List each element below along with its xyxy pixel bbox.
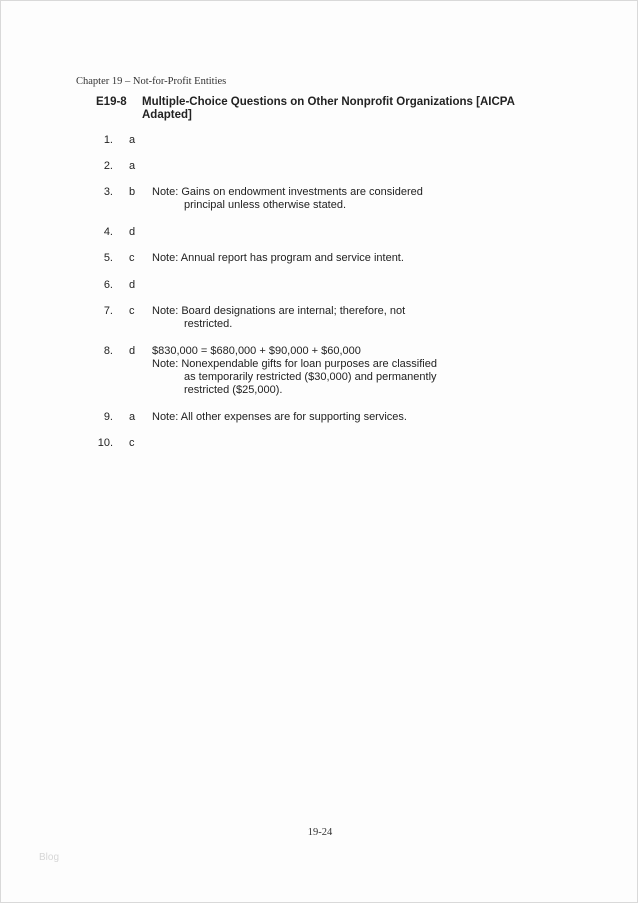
item-number: 3. [103,186,113,198]
note-line: $830,000 = $680,000 + $90,000 + $60,000 [152,345,361,357]
item-number: 10. [97,437,113,449]
note-line: restricted ($25,000). [184,384,283,396]
item-number: 8. [103,345,113,357]
note-line: Note: Nonexpendable gifts for loan purposes are classified [152,358,437,370]
note-line: as temporarily restricted ($30,000) and permanently [184,371,437,383]
item-answer: b [129,186,136,198]
item-answer: d [129,279,136,291]
item-answer: d [129,226,136,238]
item-answer: d [129,345,136,357]
note-line: principal unless otherwise stated. [184,199,347,211]
item-number: 1. [103,134,113,146]
exercise-title: Multiple-Choice Questions on Other Nonprofit Organizations [AICPA Adapted] [142,96,515,121]
item-number: 4. [103,226,113,238]
item-answer: a [129,134,136,146]
item-note [152,411,472,424]
item-answer: a [129,160,136,172]
item-answer: c [129,437,135,449]
item-note [152,305,472,331]
item-number: 7. [103,305,113,317]
item-answer: a [129,411,136,423]
note-line: Note: Board designations are internal; therefore, not [152,305,406,317]
item-note [152,252,472,265]
chapter-header: Chapter 19 – Not-for-Profit Entities [76,76,227,87]
item-number: 2. [103,160,113,172]
note-line: restricted. [184,318,233,330]
note-line: Note: Annual report has program and service intent. [152,252,404,264]
item-answer: c [129,305,135,317]
item-note [152,186,472,212]
watermark: Blog [39,852,60,863]
item-number: 6. [103,279,113,291]
item-number: 9. [103,411,113,423]
item-number: 5. [103,252,113,264]
item-note [152,345,472,397]
note-line: Note: Gains on endowment investments are considered [152,186,423,198]
exercise-number: E19-8 [96,96,127,108]
note-line: Note: All other expenses are for supporting services. [152,411,407,423]
item-answer: c [129,252,135,264]
page-number: 19-24 [307,827,333,838]
